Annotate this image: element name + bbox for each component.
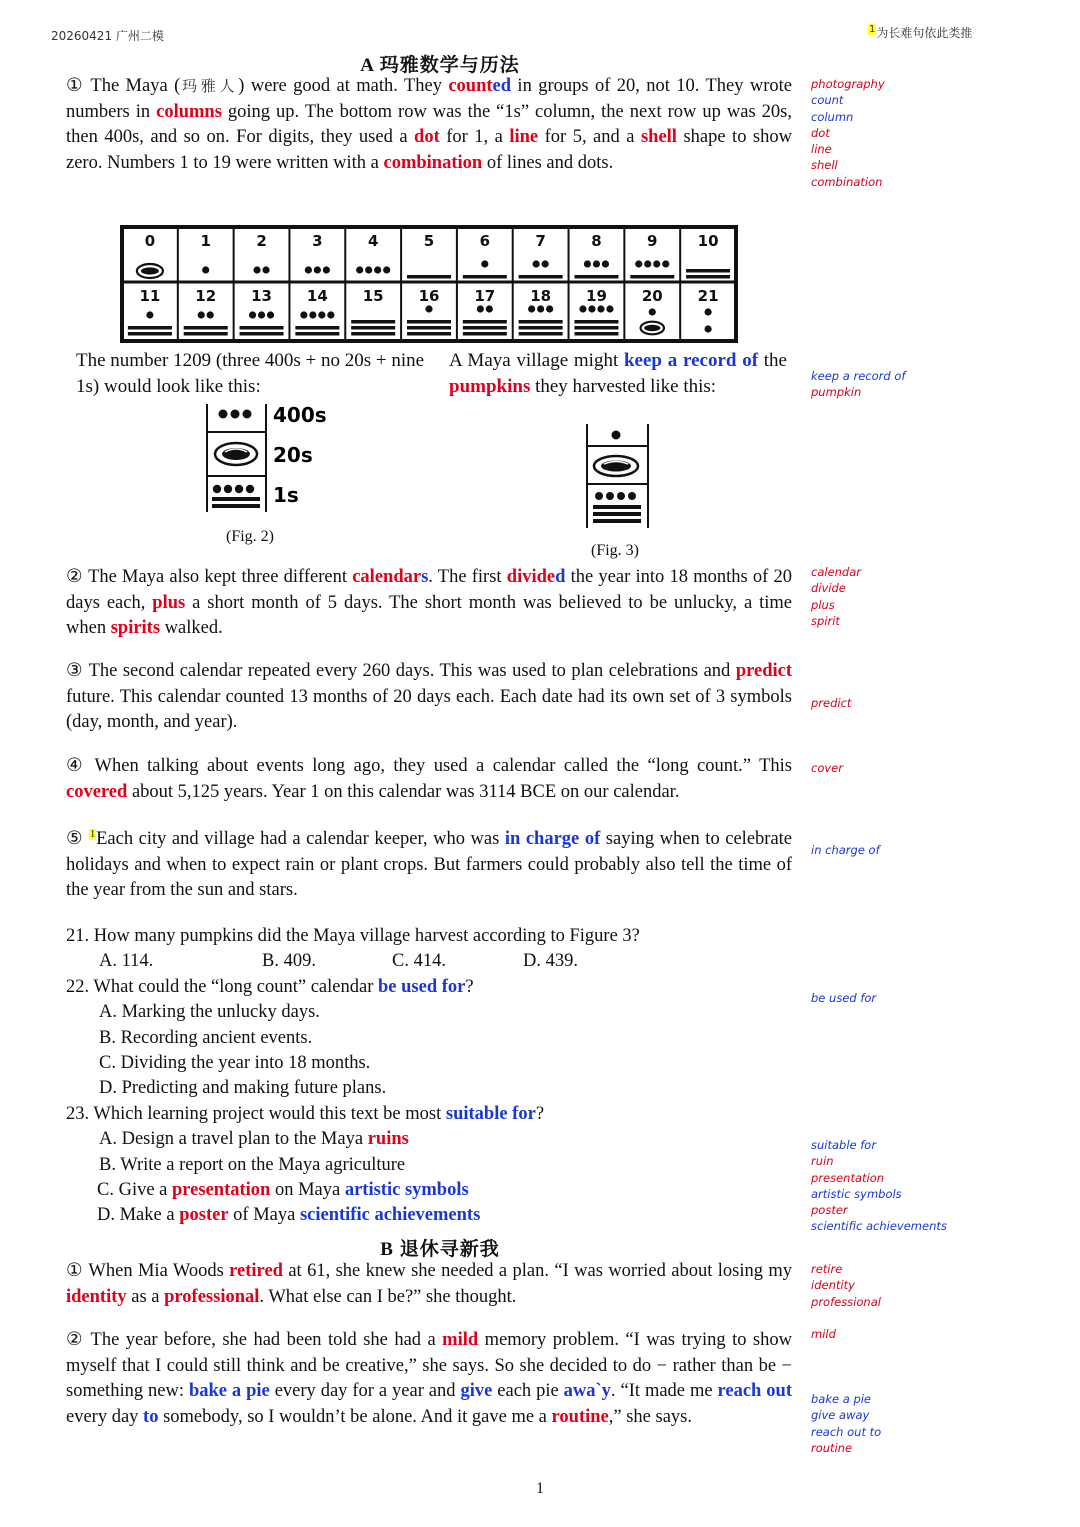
- note-reach-out-to: reach out to: [811, 1424, 882, 1439]
- margin-notes-group-8: [811, 1137, 991, 1235]
- maya-dot: [374, 266, 381, 273]
- note-keep-a-record-of: keep a record of: [811, 369, 906, 383]
- maya-bar: [240, 332, 284, 336]
- maya-bottom-cell-label: 20: [641, 287, 663, 305]
- header-note: [868, 24, 972, 41]
- maya-top-cell-glyph: [407, 275, 451, 279]
- maya-bar: [686, 269, 730, 273]
- note-presentation: presentation: [811, 1170, 885, 1185]
- note-poster: poster: [811, 1203, 848, 1218]
- maya-bar: [407, 320, 451, 324]
- note-photography: photography: [811, 77, 885, 91]
- maya-bottom-cell-label: 12: [195, 287, 217, 305]
- q23-option-b[interactable]: B. Write a report on the Maya agriculture: [99, 1154, 406, 1175]
- question-22: [66, 975, 796, 1101]
- maya-bottom-cell-glyph: [351, 320, 395, 336]
- maya-bar: [184, 332, 228, 336]
- maya-dot: [323, 266, 330, 273]
- maya-dot: [267, 311, 274, 318]
- maya-dot: [653, 260, 660, 267]
- maya-bar: [463, 320, 507, 324]
- maya-dot: [253, 266, 260, 273]
- note-spirit: spirit: [811, 613, 840, 628]
- maya-dot: [146, 311, 153, 318]
- maya-bar: [351, 320, 395, 324]
- note-cover: cover: [811, 761, 843, 775]
- fig3-description: A Maya village might keep a record of the pumpkins they harvested like this:: [449, 350, 787, 397]
- maya-dot: [425, 305, 432, 312]
- maya-bar: [351, 332, 395, 336]
- maya-bar: [574, 332, 618, 336]
- figure-3-svg: [582, 422, 654, 532]
- header-date-label: 20260421 广州二模: [51, 29, 164, 43]
- q22-option-a[interactable]: A. Marking the unlucky days.: [99, 1002, 320, 1023]
- maya-top-cell-label: 5: [423, 232, 435, 250]
- fig2-label-1s: 1s: [273, 483, 299, 507]
- maya-dot: [356, 266, 363, 273]
- maya-bottom-cell-label: 19: [586, 287, 607, 305]
- maya-bar: [519, 332, 563, 336]
- question-21-options: [66, 949, 796, 974]
- maya-bar: [463, 326, 507, 330]
- note-combination: combination: [811, 174, 883, 189]
- question-23-stem: 23. Which learning project would this text be most suitable for?: [66, 1104, 545, 1124]
- maya-dot: [486, 305, 493, 312]
- maya-dot: [327, 311, 334, 318]
- margin-notes-group-11: [811, 1391, 991, 1456]
- maya-top-cell-label: 9: [647, 232, 658, 250]
- maya-dot: [305, 266, 312, 273]
- maya-dot: [258, 311, 265, 318]
- maya-number-table: [119, 224, 739, 344]
- passage-b-paragraph-2: ② The year before, she had been told she had a mild memory problem. “I was trying to show myself that I could still think and be creative,” she says. So she decided to do − rather than be − something new: bake a pie every day for a year and give each pie awa`y. “It made me reach out every day to somebody, so I wouldn’t be alone. And it gave me a routine,” she says.: [66, 1330, 792, 1427]
- maya-bar: [407, 275, 451, 279]
- q23-option-d[interactable]: D. Make a poster of Maya scientific achievements: [97, 1205, 481, 1226]
- maya-dot: [704, 308, 711, 315]
- maya-bar: [407, 332, 451, 336]
- maya-bar: [463, 275, 507, 279]
- question-23: [66, 1102, 796, 1228]
- note-mild: mild: [811, 1327, 836, 1341]
- maya-dot: [644, 260, 651, 267]
- maya-dot: [584, 260, 591, 267]
- note-bake-a-pie: bake a pie: [811, 1392, 872, 1406]
- fig3-caption: (Fig. 3): [591, 542, 639, 559]
- maya-bottom-cell-label: 18: [530, 287, 552, 305]
- note-pumpkin: pumpkin: [811, 385, 862, 400]
- page-number: 1: [536, 1480, 544, 1497]
- maya-bar: [351, 326, 395, 330]
- maya-top-cell-label: 2: [256, 232, 267, 250]
- maya-bottom-cell-label: 14: [306, 287, 328, 305]
- maya-top-cell-label: 1: [200, 232, 211, 250]
- figure-3: [582, 422, 654, 532]
- maya-dot: [579, 305, 586, 312]
- maya-bottom-cell-label: 13: [251, 287, 272, 305]
- passage-b-title: B 退休寻新我: [380, 1239, 500, 1260]
- maya-bottom-cell-label: 17: [474, 287, 496, 305]
- maya-dot: [542, 260, 549, 267]
- q23-option-c[interactable]: C. Give a presentation on Maya artistic symbols: [97, 1179, 469, 1200]
- maya-bar: [519, 275, 563, 279]
- q21-option-d[interactable]: D. 439.: [523, 951, 578, 972]
- fig2-label-400s: 400s: [273, 403, 327, 427]
- note-count: count: [811, 93, 844, 108]
- passage-a-paragraph-3: ③ The second calendar repeated every 260 days. This was used to plan celebrations and predict future. This calendar counted 13 months of 20 days each. Each date had its own set of 3 symbols (day, month, and year).: [66, 661, 792, 732]
- maya-dot: [318, 311, 325, 318]
- maya-bar: [519, 326, 563, 330]
- maya-dot: [597, 305, 604, 312]
- maya-zero-shell-icon: [641, 322, 664, 335]
- maya-bar: [519, 320, 563, 324]
- maya-bottom-cell-label: 16: [418, 287, 440, 305]
- passage-a-title: A 玛雅数学与历法: [360, 55, 520, 76]
- maya-dot: [546, 305, 553, 312]
- maya-top-cell-glyph: [305, 266, 330, 273]
- maya-dot: [249, 311, 256, 318]
- maya-bar: [295, 326, 339, 330]
- maya-dot: [207, 311, 214, 318]
- header-note-marker: 1: [869, 24, 876, 35]
- fig2-description: The number 1209 (three 400s + no 20s + nine 1s) would look like this:: [76, 350, 425, 397]
- maya-bar: [240, 326, 284, 330]
- maya-top-cell-label: 6: [479, 232, 491, 250]
- passage-a-paragraph-2: ② The Maya also kept three different calendars. The first divided the year into 18 months of 20 days each, plus a short month of 5 days. The short month was believed to be unlucky, a time when spirits walked.: [66, 567, 793, 638]
- q23-option-a[interactable]: A. Design a travel plan to the Maya ruins: [99, 1129, 409, 1150]
- maya-zero-shell-icon: [137, 264, 163, 278]
- maya-dot: [588, 305, 595, 312]
- maya-bottom-cell-label: 15: [362, 287, 384, 305]
- maya-top-cell-label: 3: [312, 232, 323, 250]
- maya-top-cell-label: 8: [591, 232, 602, 250]
- maya-dot: [649, 308, 656, 315]
- maya-bottom-cell-label: 21: [697, 287, 719, 305]
- q22-option-c[interactable]: C. Dividing the year into 18 months.: [99, 1052, 371, 1073]
- figure-2-svg: [200, 402, 327, 522]
- note-divide: divide: [811, 581, 846, 596]
- note-identity: identity: [811, 1278, 855, 1293]
- note-artistic-symbols: artistic symbols: [811, 1186, 902, 1201]
- maya-bar: [128, 332, 172, 336]
- maya-dot: [202, 266, 209, 273]
- note-professional: professional: [811, 1294, 881, 1309]
- maya-top-cell-label: 7: [535, 232, 546, 250]
- figure-2: [200, 402, 327, 522]
- maya-dot: [602, 260, 609, 267]
- maya-dot: [198, 311, 205, 318]
- maya-bar: [128, 326, 172, 330]
- passage-b-paragraph-1: ① When Mia Woods retired at 61, she knew she needed a plan. “I was worried about losing my identity as a professional. What else can I be?” she thought.: [66, 1261, 793, 1307]
- maya-top-cell-label: 4: [367, 232, 379, 250]
- question-22-stem: 22. What could the “long count” calendar be used for?: [66, 977, 474, 997]
- header-note-text: 为长难句依此类推: [876, 26, 973, 40]
- margin-notes-group-9: [811, 1261, 991, 1310]
- maya-dot: [662, 260, 669, 267]
- margin-notes-group-2: [811, 368, 991, 401]
- fig2-caption: (Fig. 2): [226, 528, 274, 545]
- maya-bar: [463, 332, 507, 336]
- maya-number-table-svg: [119, 224, 739, 344]
- maya-bar: [407, 326, 451, 330]
- maya-dot: [481, 260, 488, 267]
- maya-dot: [528, 305, 535, 312]
- maya-bar: [295, 332, 339, 336]
- long-sentence-marker: 1: [90, 829, 96, 840]
- note-predict: predict: [811, 696, 852, 710]
- note-retire: retire: [811, 1262, 843, 1276]
- note-line: line: [811, 142, 832, 157]
- passage-a-paragraph-1: ① The Maya (玛雅人) were good at math. They counted in groups of 20, not 10. They wrote numbers in columns going up. The bottom row was the “1s” column, the next row up was 20s, then 400s, and so on. For digits, they used a dot for 1, a line for 5, and a shell shape to show zero. Numbers 1 to 19 were written with a combination of lines and dots.: [66, 76, 792, 173]
- maya-dot: [314, 266, 321, 273]
- maya-dot: [477, 305, 484, 312]
- note-give-away: give away: [811, 1408, 870, 1423]
- question-21: [66, 924, 796, 975]
- maya-dot: [300, 311, 307, 318]
- note-calendar: calendar: [811, 565, 862, 579]
- note-routine: routine: [811, 1440, 853, 1455]
- note-ruin: ruin: [811, 1154, 834, 1169]
- note-dot: dot: [811, 125, 830, 140]
- q21-option-a[interactable]: A. 114.: [99, 951, 154, 972]
- maya-top-cell-label: 0: [144, 232, 156, 250]
- maya-top-cell-label: 10: [697, 232, 719, 250]
- question-21-stem: 21. How many pumpkins did the Maya village harvest according to Figure 3?: [66, 926, 640, 946]
- maya-bar: [574, 326, 618, 330]
- maya-dot: [704, 325, 711, 332]
- maya-bar: [630, 275, 674, 279]
- maya-dot: [533, 260, 540, 267]
- note-in-charge-of: in charge of: [811, 843, 880, 857]
- maya-bar: [184, 326, 228, 330]
- q21-option-c[interactable]: C. 414.: [392, 951, 446, 972]
- maya-dot: [262, 266, 269, 273]
- note-suitable-for: suitable for: [811, 1138, 877, 1152]
- passage-a-paragraph-4: ④ When talking about events long ago, they used a calendar called the “long count.” This covered about 5,125 years. Year 1 on this calendar was 3114 BCE on our calendar.: [66, 756, 792, 802]
- maya-top-cell-glyph: [202, 266, 209, 273]
- maya-dot: [309, 311, 316, 318]
- note-plus: plus: [811, 597, 835, 612]
- maya-bottom-cell-label: 11: [139, 287, 161, 305]
- q21-option-b[interactable]: B. 409.: [262, 951, 316, 972]
- maya-bar: [574, 275, 618, 279]
- margin-notes-group-3: [811, 564, 991, 629]
- maya-dot: [537, 305, 544, 312]
- fig2-label-20s: 20s: [273, 443, 313, 467]
- maya-dot: [365, 266, 372, 273]
- maya-dot: [635, 260, 642, 267]
- maya-dot: [383, 266, 390, 273]
- maya-dot: [606, 305, 613, 312]
- maya-bar: [686, 275, 730, 279]
- note-be-used-for: be used for: [811, 991, 877, 1005]
- note-scientific-achievements: scientific achievements: [811, 1219, 947, 1234]
- maya-bar: [574, 320, 618, 324]
- passage-a-paragraph-5: ⑤ $^1$Each city and village had a calendar keeper, who was in charge of saying when to celebrate holidays and when to expect rain or plant crops. But farmers could probably also tell the time of the year from the sun and stars.: [66, 829, 793, 901]
- note-column: column: [811, 109, 854, 124]
- margin-notes-group-1: [811, 76, 991, 190]
- note-shell: shell: [811, 158, 838, 173]
- q22-option-d[interactable]: D. Predicting and making future plans.: [99, 1078, 387, 1099]
- q22-option-b[interactable]: B. Recording ancient events.: [99, 1027, 313, 1048]
- maya-dot: [593, 260, 600, 267]
